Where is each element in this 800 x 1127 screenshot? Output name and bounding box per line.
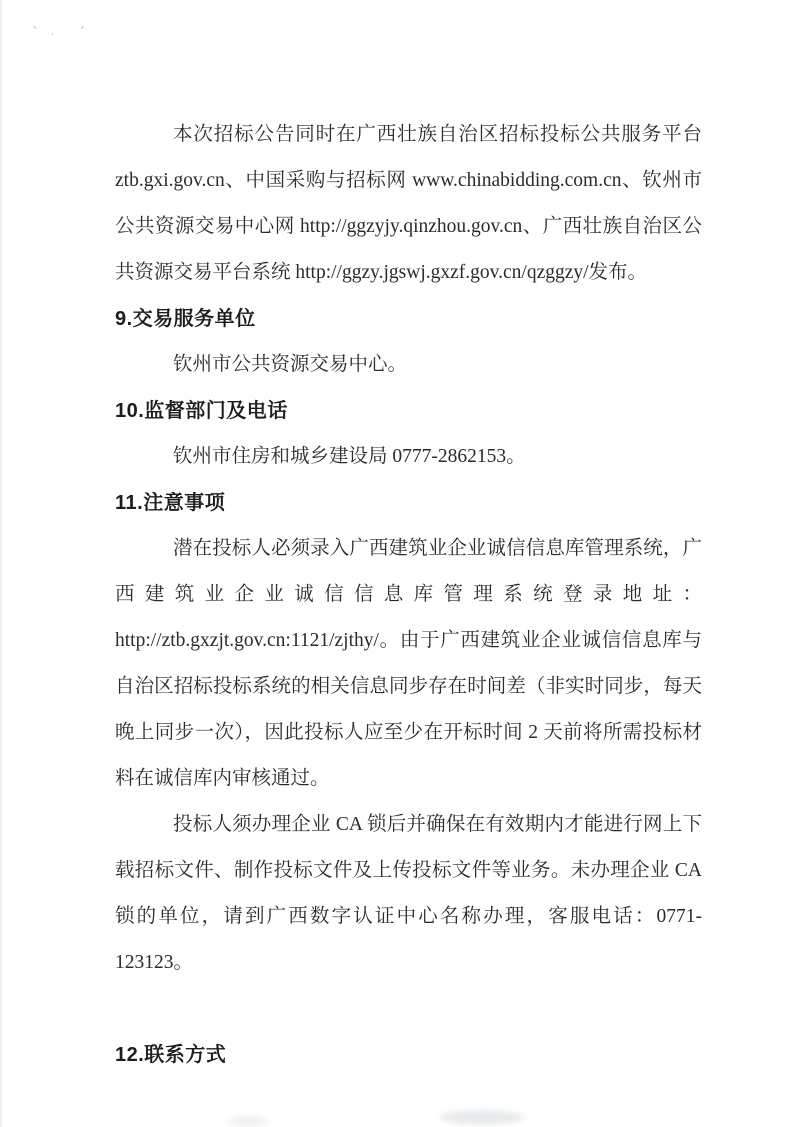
paragraph-supervision-department-phone: 钦州市住房和城乡建设局 0777-2862153。 bbox=[173, 446, 526, 467]
scan-speck-mark: ` bbox=[28, 24, 40, 40]
document-body bbox=[115, 112, 702, 1078]
scan-speck-mark: · bbox=[51, 30, 54, 40]
paragraph-publication-platforms: 本次招标公告同时在广西壮族自治区招标投标公共服务平台 ztb.gxi.gov.cn、中国采购与招标网 www.chinabidding.com.cn、钦州市公共资源交易中心网 http://ggzyjy.qinzhou.gov.cn、广西壮族自治区公共资源交易平台系统 http://ggzy.jgswj.gxzf.gov.cn/qzggzy/发布。 bbox=[115, 124, 702, 283]
heading-11-notes: 11.注意事项 bbox=[115, 492, 226, 514]
scan-speck-mark: ´ bbox=[78, 24, 88, 40]
scan-edge-shadow bbox=[0, 0, 3, 1127]
heading-12-contact-info: 12.联系方式 bbox=[115, 1044, 227, 1066]
paragraph-transaction-service-unit: 钦州市公共资源交易中心。 bbox=[173, 354, 408, 375]
paragraph-ca-lock-notice: 投标人须办理企业 CA 锁后并确保在有效期内才能进行网上下载招标文件、制作投标文件及上传投标文件等业务。未办理企业 CA 锁的单位，请到广西数字认证中心名称办理，客服电话：0771-123123。 bbox=[115, 814, 702, 973]
scan-smudge bbox=[440, 1110, 524, 1125]
heading-9-transaction-service-unit: 9.交易服务单位 bbox=[115, 308, 256, 330]
paragraph-credit-database-notice: 潜在投标人必须录入广西建筑业企业诚信信息库管理系统，广西建筑业企业诚信信息库管理系统登录地址：http://ztb.gxzjt.gov.cn:1121/zjthy/。由于广西建筑业企业诚信信息库与自治区招标投标系统的相关信息同步存在时间差（非实时同步，每天晚上同步一次），因此投标人应至少在开标时间 2 天前将所需投标材料在诚信库内审核通过。 bbox=[115, 538, 702, 789]
scan-smudge bbox=[228, 1117, 268, 1126]
heading-10-supervision-department-phone: 10.监督部门及电话 bbox=[115, 400, 288, 422]
